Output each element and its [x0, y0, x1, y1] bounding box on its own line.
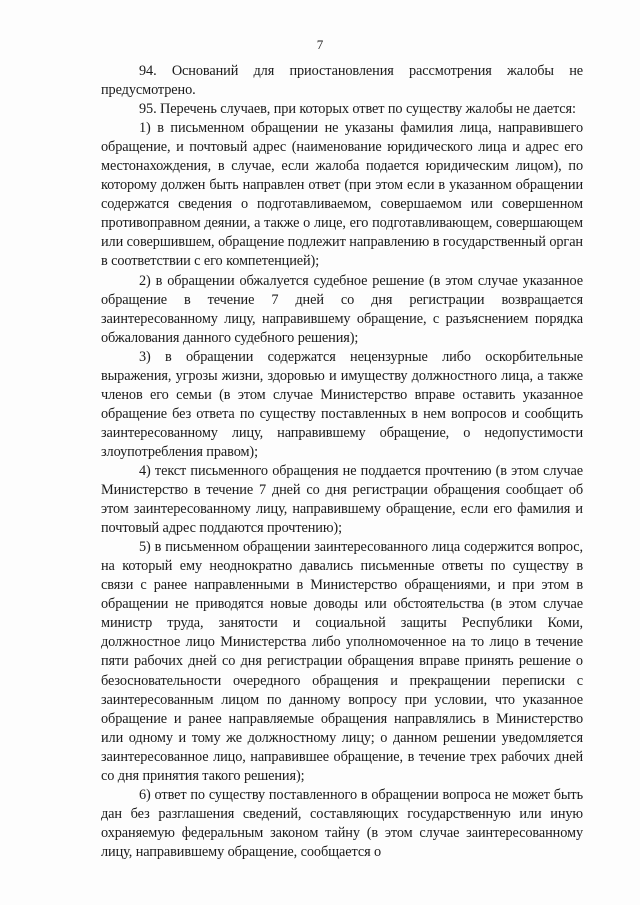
list-item-6: 6) ответ по существу поставленного в обращении вопроса не может быть дан без разглашения сведений, составляющих государственную или иную охраняемую федеральным законом тайну (в этом случае заинтересованному лицу, направившему обращение, сообщается о	[101, 786, 583, 860]
list-item-3: 3) в обращении содержатся нецензурные либо оскорбительные выражения, угрозы жизни, здоровью и имуществу должностного лица, а также членов его семьи (в этом случае Министерство вправе оставить указанное обращение без ответа по существу поставленных в нем вопросов и сообщить заинтересованному лицу, направившему обращение, о недопустимости злоупотребления правом);	[101, 348, 583, 460]
list-item-5: 5) в письменном обращении заинтересованного лица содержится вопрос, на который ему неоднократно давались письменные ответы по существу в связи с ранее направленными в Министерство обращениями, и при этом в обращении не приводятся новые доводы или обстоятельства (в этом случае министр труда, занятости и социальной защиты Республики Коми, должностное лицо Министерства либо уполномоченное на то лицо в течение пяти рабочих дней со дня регистрации обращения вправе принять решение о безосновательности очередного обращения и прекращении переписки с заинтересованным лицом по данному вопросу при условии, что указанное обращение и ранее направляемые обращения направлялись в Министерство или одному и тому же должностному лицу; о данном решении уведомляется заинтересованное лицо, направившее обращение, в течение трех рабочих дней со дня принятия такого решения);	[101, 539, 583, 784]
paragraph-95: 95. Перечень случаев, при которых ответ по существу жалобы не дается:	[139, 101, 576, 118]
document-body	[101, 62, 583, 862]
list-item-1: 1) в письменном обращении не указаны фамилия лица, направившего обращение, и почтовый адрес (наименование юридического лица и адрес его местонахождения, в случае, если жалоба подается юридическим лицом), по которому должен быть направлен ответ (при этом если в указанном обращении содержатся сведения о подготавливаемом, совершаемом или совершенном противоправном деянии, а также о лице, его подготавливающем, совершающем или совершившем, обращение подлежит направлению в государственный орган в соответствии с его компетенцией);	[101, 120, 583, 270]
paragraph-94: 94. Оснований для приостановления рассмотрения жалобы не предусмотрено.	[101, 63, 583, 99]
page-number: 7	[316, 37, 324, 52]
list-item-4: 4) текст письменного обращения не поддается прочтению (в этом случае Министерство в течение 7 дней со дня регистрации обращения сообщает об этом заинтересованному лицу, направившему обращение, если его фамилия и почтовый адрес поддаются прочтению);	[101, 462, 583, 537]
list-item-2: 2) в обращении обжалуется судебное решение (в этом случае указанное обращение в течение 7 дней со дня регистрации возвращается заинтересованному лицу, направившему обращение, с разъяснением порядка обжалования данного судебного решения);	[101, 272, 583, 346]
